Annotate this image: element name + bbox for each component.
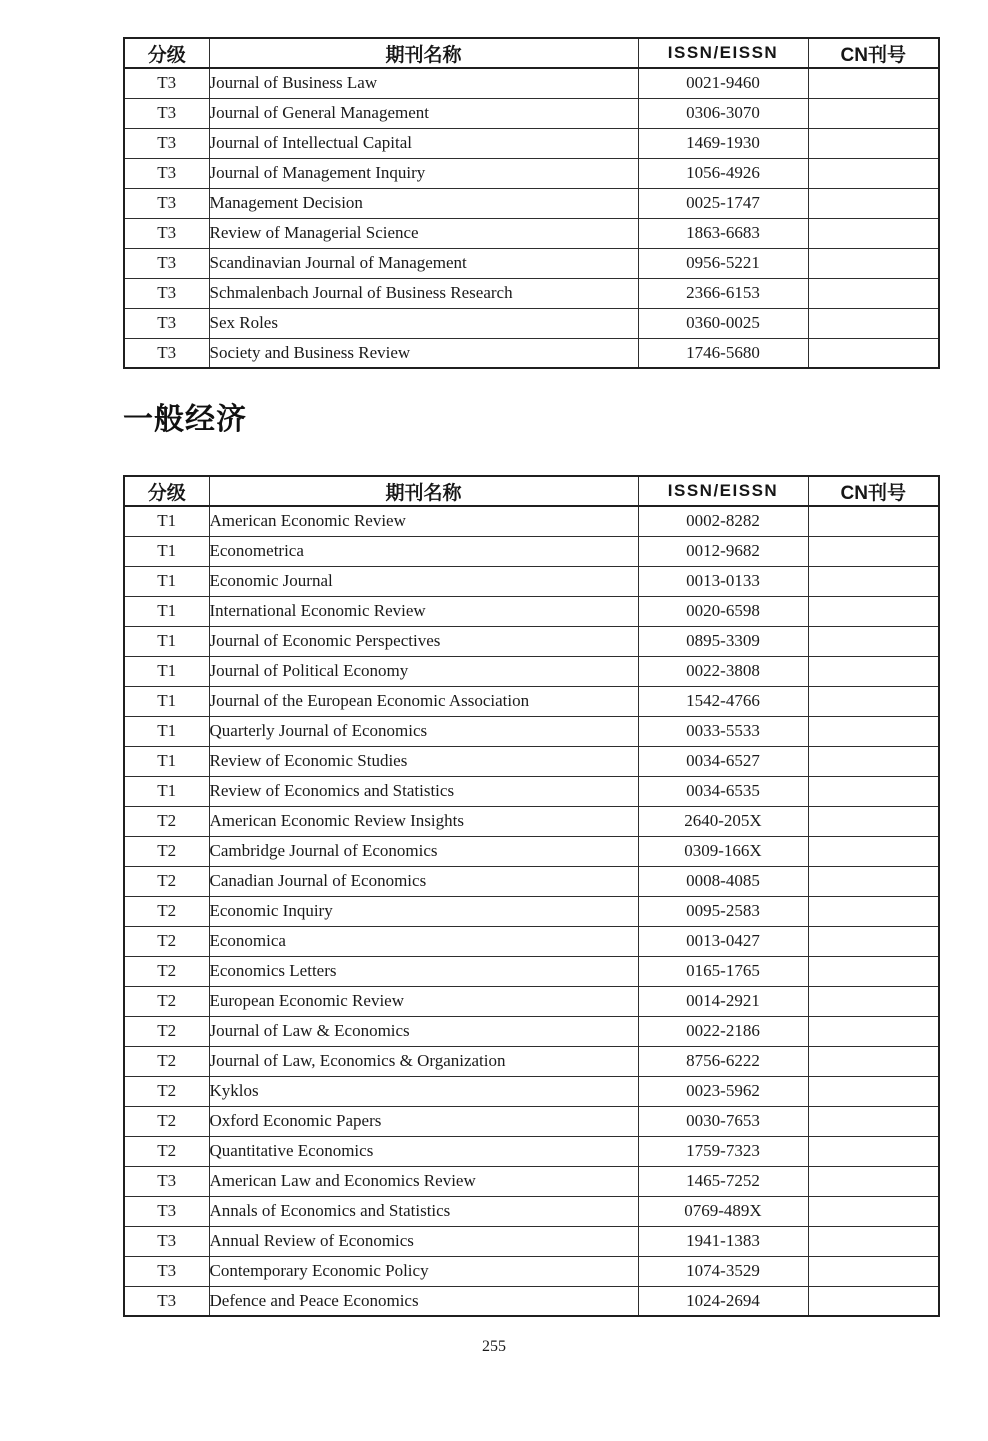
cell-issn: 0034-6535 [638, 776, 808, 806]
table-row [124, 656, 939, 686]
cell-journal: Society and Business Review [209, 338, 638, 368]
cell-journal: Annals of Economics and Statistics [209, 1196, 638, 1226]
cell-journal: Review of Economic Studies [209, 746, 638, 776]
cell-issn: 1863-6683 [638, 218, 808, 248]
table-row [124, 806, 939, 836]
table-row [124, 926, 939, 956]
cell-level: T1 [124, 716, 209, 746]
cell-journal: American Economic Review Insights [209, 806, 638, 836]
cell-cn [808, 1166, 939, 1196]
column-header: 分级 [124, 476, 209, 506]
cell-issn: 0034-6527 [638, 746, 808, 776]
cell-issn: 0008-4085 [638, 866, 808, 896]
cell-issn: 0769-489X [638, 1196, 808, 1226]
cell-issn: 0013-0427 [638, 926, 808, 956]
cell-level: T1 [124, 626, 209, 656]
table-row [124, 308, 939, 338]
cell-cn [808, 68, 939, 98]
header-row [124, 476, 939, 506]
cell-level: T3 [124, 1226, 209, 1256]
table-row [124, 956, 939, 986]
table-row [124, 866, 939, 896]
cell-level: T1 [124, 536, 209, 566]
table-row [124, 1166, 939, 1196]
column-header: 期刊名称 [209, 476, 638, 506]
cell-level: T2 [124, 1136, 209, 1166]
table-row [124, 596, 939, 626]
cell-journal: American Economic Review [209, 506, 638, 536]
cell-level: T3 [124, 1166, 209, 1196]
table-row [124, 1016, 939, 1046]
table-row [124, 1256, 939, 1286]
cell-issn: 0033-5533 [638, 716, 808, 746]
cell-journal: Journal of Economic Perspectives [209, 626, 638, 656]
cell-issn: 1746-5680 [638, 338, 808, 368]
cell-journal: Journal of the European Economic Association [209, 686, 638, 716]
cell-level: T3 [124, 1196, 209, 1226]
cell-journal: Review of Managerial Science [209, 218, 638, 248]
cell-issn: 0956-5221 [638, 248, 808, 278]
cell-journal: Management Decision [209, 188, 638, 218]
table-row [124, 1076, 939, 1106]
cell-level: T3 [124, 98, 209, 128]
cell-issn: 0360-0025 [638, 308, 808, 338]
cell-cn [808, 956, 939, 986]
cell-journal: Scandinavian Journal of Management [209, 248, 638, 278]
cell-issn: 1469-1930 [638, 128, 808, 158]
cell-cn [808, 1016, 939, 1046]
cell-level: T3 [124, 188, 209, 218]
cell-cn [808, 188, 939, 218]
cell-cn [808, 806, 939, 836]
table-row [124, 686, 939, 716]
cell-cn [808, 746, 939, 776]
cell-level: T3 [124, 218, 209, 248]
cell-cn [808, 536, 939, 566]
cell-level: T2 [124, 836, 209, 866]
cell-issn: 0012-9682 [638, 536, 808, 566]
cell-issn: 1941-1383 [638, 1226, 808, 1256]
cell-level: T2 [124, 986, 209, 1016]
table-row [124, 986, 939, 1016]
header-row [124, 38, 939, 68]
cell-journal: International Economic Review [209, 596, 638, 626]
cell-issn: 0030-7653 [638, 1106, 808, 1136]
cell-level: T3 [124, 1256, 209, 1286]
cell-issn: 2640-205X [638, 806, 808, 836]
table-row [124, 1046, 939, 1076]
cell-cn [808, 776, 939, 806]
cell-cn [808, 1046, 939, 1076]
cell-journal: Oxford Economic Papers [209, 1106, 638, 1136]
cell-level: T2 [124, 866, 209, 896]
cell-cn [808, 596, 939, 626]
cell-cn [808, 1286, 939, 1316]
cell-level: T3 [124, 248, 209, 278]
cell-cn [808, 566, 939, 596]
cell-issn: 0020-6598 [638, 596, 808, 626]
cell-issn: 0309-166X [638, 836, 808, 866]
table-row [124, 746, 939, 776]
table-row [124, 248, 939, 278]
table-row [124, 1286, 939, 1316]
table-row [124, 1196, 939, 1226]
page-number: 255 [482, 1338, 506, 1355]
table-row [124, 338, 939, 368]
table-row [124, 626, 939, 656]
cell-issn: 0306-3070 [638, 98, 808, 128]
cell-issn: 0022-3808 [638, 656, 808, 686]
cell-journal: Kyklos [209, 1076, 638, 1106]
section-title: 一般经济 [123, 403, 247, 436]
cell-journal: Defence and Peace Economics [209, 1286, 638, 1316]
cell-cn [808, 686, 939, 716]
table-row [124, 776, 939, 806]
table-row [124, 536, 939, 566]
cell-journal: Contemporary Economic Policy [209, 1256, 638, 1286]
table-row [124, 1226, 939, 1256]
cell-cn [808, 1196, 939, 1226]
cell-issn: 0023-5962 [638, 1076, 808, 1106]
column-header: ISSN/EISSN [638, 476, 808, 506]
table-row [124, 218, 939, 248]
cell-issn: 2366-6153 [638, 278, 808, 308]
column-header: 分级 [124, 38, 209, 68]
cell-cn [808, 98, 939, 128]
cell-issn: 1759-7323 [638, 1136, 808, 1166]
table-row [124, 836, 939, 866]
cell-cn [808, 506, 939, 536]
cell-level: T3 [124, 1286, 209, 1316]
table-row [124, 98, 939, 128]
cell-journal: Journal of Political Economy [209, 656, 638, 686]
cell-cn [808, 248, 939, 278]
cell-level: T1 [124, 596, 209, 626]
cell-cn [808, 716, 939, 746]
cell-issn: 1074-3529 [638, 1256, 808, 1286]
column-header: CN刊号 [808, 38, 939, 68]
cell-issn: 0025-1747 [638, 188, 808, 218]
cell-level: T1 [124, 686, 209, 716]
cell-issn: 0014-2921 [638, 986, 808, 1016]
cell-journal: Journal of General Management [209, 98, 638, 128]
cell-level: T2 [124, 1016, 209, 1046]
cell-cn [808, 1106, 939, 1136]
cell-journal: Quarterly Journal of Economics [209, 716, 638, 746]
cell-journal: Quantitative Economics [209, 1136, 638, 1166]
cell-level: T3 [124, 278, 209, 308]
cell-issn: 0095-2583 [638, 896, 808, 926]
table-row [124, 158, 939, 188]
cell-journal: Cambridge Journal of Economics [209, 836, 638, 866]
cell-issn: 1024-2694 [638, 1286, 808, 1316]
cell-level: T2 [124, 1106, 209, 1136]
table-row [124, 566, 939, 596]
cell-cn [808, 1256, 939, 1286]
cell-journal: Schmalenbach Journal of Business Research [209, 278, 638, 308]
cell-level: T3 [124, 308, 209, 338]
table-row [124, 896, 939, 926]
cell-journal: Sex Roles [209, 308, 638, 338]
cell-cn [808, 836, 939, 866]
cell-journal: American Law and Economics Review [209, 1166, 638, 1196]
cell-journal: Economica [209, 926, 638, 956]
table-row [124, 278, 939, 308]
cell-journal: Journal of Law, Economics & Organization [209, 1046, 638, 1076]
table-row [124, 188, 939, 218]
cell-cn [808, 926, 939, 956]
table-row [124, 128, 939, 158]
cell-issn: 0021-9460 [638, 68, 808, 98]
table-row [124, 68, 939, 98]
cell-journal: Economic Journal [209, 566, 638, 596]
cell-journal: Review of Economics and Statistics [209, 776, 638, 806]
cell-issn: 0895-3309 [638, 626, 808, 656]
cell-issn: 0002-8282 [638, 506, 808, 536]
cell-level: T1 [124, 746, 209, 776]
cell-issn: 8756-6222 [638, 1046, 808, 1076]
table-row [124, 506, 939, 536]
cell-cn [808, 218, 939, 248]
cell-level: T3 [124, 68, 209, 98]
cell-cn [808, 1076, 939, 1106]
cell-cn [808, 278, 939, 308]
cell-journal: Econometrica [209, 536, 638, 566]
table-row [124, 1106, 939, 1136]
cell-journal: Journal of Intellectual Capital [209, 128, 638, 158]
journal-table-general-economics [123, 475, 940, 1317]
cell-journal: Journal of Law & Economics [209, 1016, 638, 1046]
cell-journal: Canadian Journal of Economics [209, 866, 638, 896]
column-header: 期刊名称 [209, 38, 638, 68]
cell-cn [808, 866, 939, 896]
cell-journal: Annual Review of Economics [209, 1226, 638, 1256]
cell-journal: Journal of Business Law [209, 68, 638, 98]
journal-table-management-t3 [123, 37, 940, 369]
cell-level: T1 [124, 656, 209, 686]
cell-level: T1 [124, 566, 209, 596]
cell-cn [808, 626, 939, 656]
table-row [124, 1136, 939, 1166]
cell-journal: Economic Inquiry [209, 896, 638, 926]
cell-level: T2 [124, 926, 209, 956]
cell-issn: 1542-4766 [638, 686, 808, 716]
cell-cn [808, 896, 939, 926]
cell-journal: Journal of Management Inquiry [209, 158, 638, 188]
cell-level: T2 [124, 1046, 209, 1076]
cell-journal: European Economic Review [209, 986, 638, 1016]
cell-level: T1 [124, 776, 209, 806]
cell-level: T1 [124, 506, 209, 536]
cell-level: T3 [124, 338, 209, 368]
cell-cn [808, 158, 939, 188]
column-header: ISSN/EISSN [638, 38, 808, 68]
cell-issn: 1056-4926 [638, 158, 808, 188]
cell-journal: Economics Letters [209, 956, 638, 986]
cell-issn: 0165-1765 [638, 956, 808, 986]
cell-level: T2 [124, 956, 209, 986]
cell-level: T3 [124, 128, 209, 158]
cell-cn [808, 308, 939, 338]
column-header: CN刊号 [808, 476, 939, 506]
cell-cn [808, 986, 939, 1016]
cell-cn [808, 128, 939, 158]
cell-cn [808, 1226, 939, 1256]
cell-level: T3 [124, 158, 209, 188]
cell-issn: 1465-7252 [638, 1166, 808, 1196]
cell-issn: 0013-0133 [638, 566, 808, 596]
cell-level: T2 [124, 896, 209, 926]
cell-cn [808, 1136, 939, 1166]
cell-cn [808, 338, 939, 368]
cell-cn [808, 656, 939, 686]
table-row [124, 716, 939, 746]
cell-issn: 0022-2186 [638, 1016, 808, 1046]
cell-level: T2 [124, 806, 209, 836]
cell-level: T2 [124, 1076, 209, 1106]
